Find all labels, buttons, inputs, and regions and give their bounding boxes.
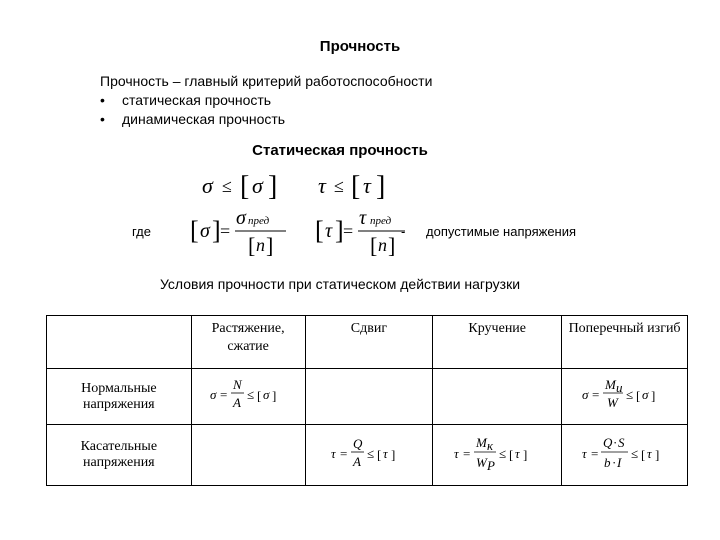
equals-sign: =: [463, 445, 471, 461]
bracket-right: ]: [335, 216, 344, 245]
subscript: P: [487, 457, 496, 473]
cell-shear-tension: [191, 425, 305, 486]
bullet-item: [100, 110, 432, 129]
where-label: где: [132, 224, 151, 239]
header-torsion: Кручение: [433, 316, 562, 369]
bracket-left: [: [370, 233, 378, 256]
bracket-left: [: [351, 171, 361, 202]
header-shear: Сдвиг: [305, 316, 433, 369]
bracket-right: ]: [268, 171, 278, 202]
tau-symbol: τ: [330, 445, 336, 461]
leq-symbol: ≤: [222, 176, 232, 196]
cell-shear-torsion: [433, 425, 562, 486]
equals-sign: =: [220, 221, 231, 241]
numerator: M: [604, 377, 616, 392]
bracket-right: ]: [523, 446, 528, 462]
tau-symbol: τ: [325, 220, 333, 242]
header-tension: Растяжение, сжатие: [191, 316, 305, 369]
denominator: A: [352, 453, 361, 469]
bracket-left: [: [640, 446, 645, 462]
bracket-left: [: [635, 388, 640, 403]
bracket-right: ]: [266, 233, 274, 256]
bracket-left: [: [257, 388, 262, 403]
tau-symbol: τ: [359, 207, 367, 229]
bracket-left: [: [376, 446, 382, 462]
equals-sign: =: [220, 387, 228, 402]
intro-line: Прочность – главный критерий работоспособности: [100, 73, 433, 89]
leq-symbol: ≤: [334, 176, 344, 196]
leq-symbol: ≤: [625, 387, 633, 402]
tau-symbol: τ: [382, 445, 388, 461]
numerator: S: [617, 434, 625, 450]
bracket-left: [: [240, 171, 250, 202]
row-label-shear-stress: Касательные напряжения: [47, 425, 192, 486]
tau-symbol: τ: [318, 173, 326, 198]
sigma-symbol: σ: [236, 207, 246, 229]
tau-symbol: τ: [646, 445, 652, 461]
sigma-symbol: σ: [200, 220, 210, 242]
subscript: и: [615, 380, 623, 395]
sigma-symbol: σ: [210, 387, 217, 402]
equals-sign: =: [590, 445, 598, 461]
bracket-right: ]: [272, 388, 277, 403]
sub-pred: пред: [248, 215, 270, 227]
numerator: M: [476, 434, 488, 450]
bullet-dynamic: динамическая прочность: [122, 111, 286, 127]
strength-conditions-table: [46, 315, 688, 486]
tau-symbol: τ: [581, 445, 587, 461]
bracket-right: ]: [654, 446, 659, 462]
sigma-symbol: σ: [641, 387, 648, 402]
multiply-dot: ·: [612, 434, 617, 450]
header-bending: Поперечный изгиб: [562, 316, 688, 369]
sub-pred: пред: [370, 215, 392, 227]
numerator: N: [233, 377, 242, 392]
bullet-static: статическая прочность: [122, 92, 272, 108]
row-label-normal: Нормальные напряжения: [47, 369, 192, 425]
table-row: [47, 369, 688, 425]
tau-symbol: τ: [515, 445, 520, 461]
dash: -: [401, 224, 406, 239]
table-header-row: [47, 316, 688, 369]
formula-torsion: [452, 431, 542, 475]
n-letter: n: [256, 235, 265, 255]
denominator: b: [603, 454, 611, 470]
numerator: Q: [352, 435, 363, 451]
bullet-item: [100, 91, 432, 110]
allowed-tau-formula: [315, 206, 425, 256]
conditions-title: Условия прочности при статическом действии нагрузки: [159, 276, 521, 292]
leq-symbol: ≤: [247, 387, 255, 402]
bracket-right: ]: [388, 233, 396, 256]
equals-sign: =: [339, 445, 348, 461]
sigma-symbol: σ: [252, 173, 263, 198]
allowed-sigma-formula: [190, 206, 300, 256]
bracket-right: ]: [650, 388, 655, 403]
multiply-dot: ·: [611, 454, 616, 470]
formula-bending-normal: [580, 374, 670, 414]
bracket-right: ]: [212, 216, 221, 245]
page-title: Прочность: [319, 38, 401, 55]
allowed-stress-label: допустимые напряжения: [426, 224, 577, 239]
sigma-symbol: σ: [263, 387, 270, 402]
header-cell-empty: [47, 316, 192, 369]
tau-symbol: τ: [454, 445, 459, 461]
bracket-left: [: [190, 216, 199, 245]
subscript: к: [487, 437, 494, 453]
cell-shear-shear: [305, 425, 433, 486]
bracket-right: ]: [390, 446, 396, 462]
bracket-left: [: [315, 216, 324, 245]
equals-sign: =: [591, 387, 599, 402]
bracket-right: ]: [376, 171, 386, 202]
denominator: W: [606, 395, 618, 410]
sigma-symbol: σ: [581, 387, 588, 402]
tau-symbol: τ: [363, 173, 371, 198]
denominator: W: [476, 454, 488, 470]
sigma-symbol: σ: [202, 173, 213, 198]
cell-normal-torsion: [433, 369, 562, 425]
numerator: Q: [602, 434, 612, 450]
cell-normal-tension: [191, 369, 305, 425]
leq-symbol: ≤: [366, 445, 375, 461]
table-row: [47, 425, 688, 486]
section-heading: Статическая прочность: [252, 142, 428, 159]
bracket-left: [: [248, 233, 256, 256]
sigma-condition-formula: [200, 170, 290, 202]
n-letter: n: [378, 235, 387, 255]
cell-normal-bending: [562, 369, 688, 425]
formula-shear: [329, 433, 409, 473]
denominator: I: [616, 454, 621, 470]
equals-sign: =: [343, 221, 354, 241]
leq-symbol: ≤: [630, 445, 638, 461]
bracket-left: [: [509, 446, 514, 462]
formula-bending-shear: [580, 431, 670, 475]
bullet-dot: •: [100, 111, 105, 127]
cell-shear-bending: [562, 425, 688, 486]
formula-tension: [208, 374, 288, 414]
denominator: A: [233, 395, 242, 410]
leq-symbol: ≤: [499, 445, 507, 461]
intro-block: [100, 72, 432, 129]
bullet-dot: •: [100, 92, 105, 108]
tau-condition-formula: [316, 170, 396, 202]
cell-normal-shear: [305, 369, 433, 425]
